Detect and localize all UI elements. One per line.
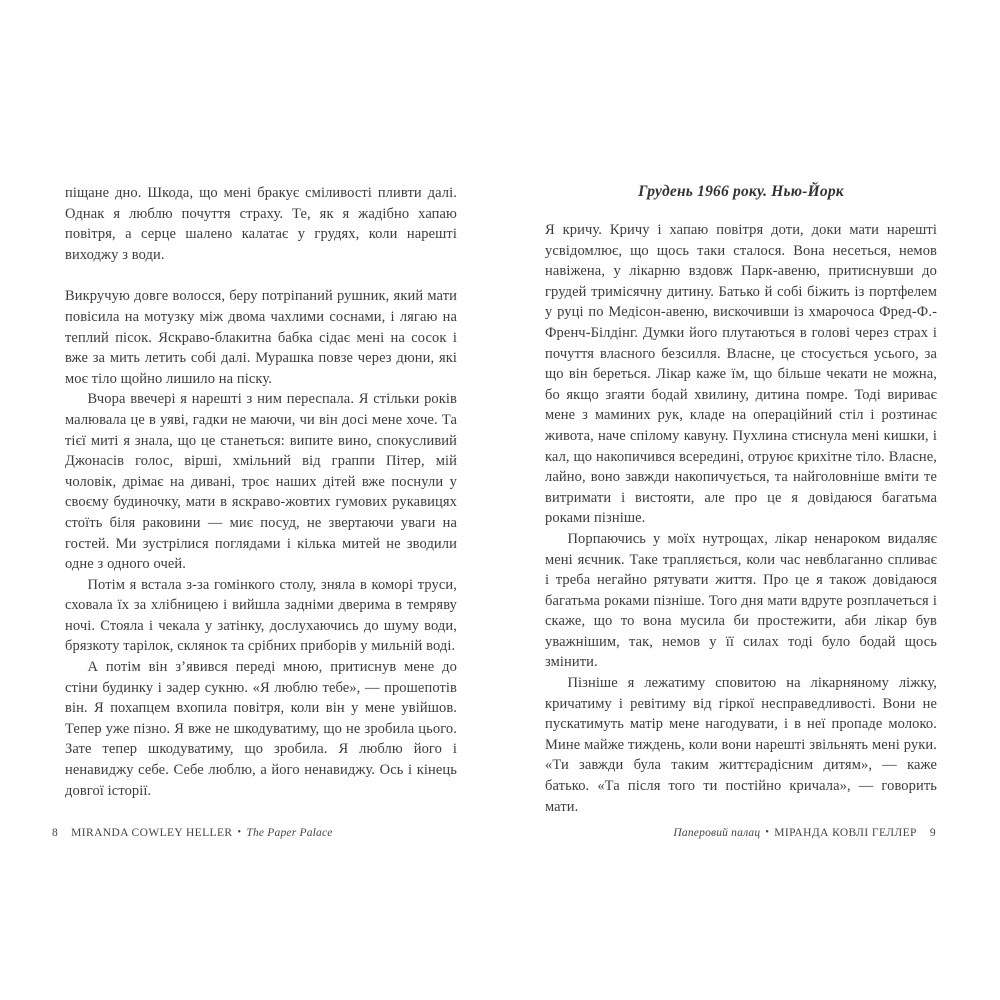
paragraph: піщане дно. Шкода, що мені бракує сміливості пливти далі. Однак я люблю почуття страху. Те, як я жадібно хапаю повітря, а серце шалено калатає у грудях, коли нарешті виходжу з води. — [65, 185, 457, 263]
paragraph: Потім я встала з-за гомінкого столу, зняла в коморі труси, сховала їх за хлібницею і вийшла задніми дверима в темряву ночі. Стояла і чекала у затінку, дослухаючись до шуму води, брязкоту тарілок, склянок та срібних приборів у мильній воді. — [65, 576, 457, 655]
paragraph: Пізніше я лежатиму сповитою на лікарняному ліжку, кричатиму і ревітиму від гіркої несправедливості. Вони не пускатимуть матір мене нагодувати, і в неї пропаде молоко. Мине майже тиждень, коли вони нарешті звільнять мені руки. «Ти завжди була таким життєрадісним дитям», — каже батько. «Та після того ти постійно кричала», — говорить мати. — [545, 675, 937, 815]
right-footer-book-title: Паперовий палац — [673, 827, 761, 839]
chapter-heading: Грудень 1966 року. Нью-Йорк — [638, 183, 844, 200]
left-page-number: 8 — [52, 827, 59, 839]
left-page-footer — [52, 827, 333, 839]
right-footer-author: МІРАНДА КОВЛІ ГЕЛЛЕР — [774, 827, 917, 839]
left-footer-book-title: The Paper Palace — [246, 827, 333, 839]
left-footer-author: MIRANDA COWLEY HELLER — [71, 827, 233, 839]
footer-bullet-separator: • — [237, 827, 242, 838]
right-page-footer — [673, 827, 936, 839]
paragraph: Вчора ввечері я нарешті з ним переспала. Я стільки років малювала це в уяві, гадки не маючи, чи він досі мене хоче. Та тієї миті я знала, що це станеться: випите вино, спокусливий Джонасів голос, вірші, хмільний від граппи Пітер, мій чоловік, дрімає на дивані, троє наших дітей вже поснули у своєму будиночку, мати в яскраво-жовтих гумових рукавицях стоїть біля раковини — миє посуд, не звертаючи уваги на гостей. Ми зустрілися поглядами і кілька митей не зводили одне з одного очей. — [65, 391, 457, 573]
footer-bullet-separator: • — [765, 827, 770, 838]
left-page-text-block — [65, 183, 457, 801]
right-page-number: 9 — [929, 827, 936, 839]
paragraph: Порпаючись у моїх нутрощах, лікар ненароком видаляє мені яєчник. Таке трапляється, коли час невблаганно спливає і треба негайно рятувати життя. Про це я також довідаюся багатьма роками пізніше. Того дня мати вдруте розплачеться і скаже, що то вона мусила би простежити, аби лікар був уважнішим, так, немов у її силах тоді було бодай щось змінити. — [545, 530, 937, 671]
right-page-text-block — [545, 183, 937, 817]
paragraph: А потім він з’явився переді мною, притиснув мене до стіни будинку і задер сукню. «Я люблю тебе», — прошепотів він. Я похапцем вхопила повітря, коли він у мене увійшов. Тепер уже пізно. Я вже не шкодуватиму, що не зробила цього. Зате тепер шкодуватиму, що зробила. Я люблю його і ненавиджу себе. Себе люблю, а його ненавиджу. Ось і кінець довгої історії. — [65, 659, 457, 799]
paragraph: Викручую довге волосся, беру потріпаний рушник, який мати повісила на мотузку між двома чахлими соснами, і лягаю на теплий пісок. Яскраво-блакитна бабка сідає мені на сосок і вже за мить летить собі далі. Мурашка повзе через дюни, які моє тіло щойно лишило на піску. — [65, 288, 457, 387]
paragraph: Я кричу. Кричу і хапаю повітря доти, доки мати нарешті усвідомлює, що щось таки сталося. Вона несеться, немов навіжена, у лікарню вздовж Парк-авеню, притиснувши до грудей тримісячну дитину. Батько й собі біжить із портфелем у руці по Медісон-авеню, вискочивши із хмарочоса Фред-Ф.-Френч-Білдінг. Думки його плутаються в голові через страх і почуття власного безсилля. Власне, це стосується усього, за що він береться. Лікар каже їм, що більше чекати не можна, бо якщо згаяти бодай хвилину, дитина помре. Тоді вириває мене з маминих рук, кладе на операційний стіл і розтинає живота, наче спілому кавуну. Пухлина стиснула мені кишки, і кал, що накопичився всередині, отруює крихітне тіло. Власне, лайно, воно завжди накопичується, та найголовніше вміти те витримати і вистояти, але про це я довідаюся багатьма роками пізніше. — [545, 222, 937, 527]
